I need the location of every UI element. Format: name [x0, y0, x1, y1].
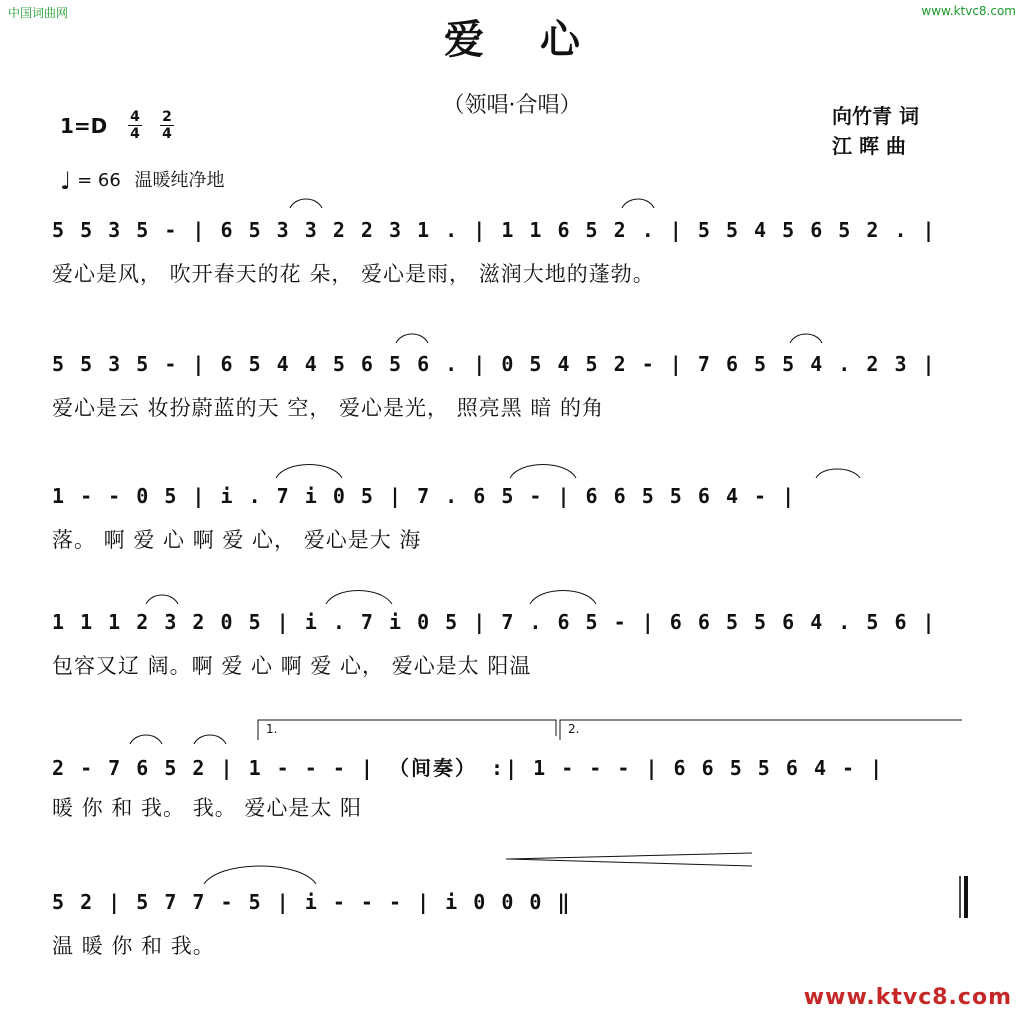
expression-marking: 温暖纯净地 [134, 170, 225, 191]
slur-row-4 [146, 595, 178, 604]
lyrics-row-6: 温 暖 你 和 我。 [52, 934, 215, 958]
quarter-note-icon: ♩ [60, 167, 72, 195]
slur-row-1 [290, 199, 322, 208]
lyrics-row-3: 落。 啊 爱 心 啊 爱 心， 爱心是大 海 [52, 528, 422, 552]
slur-row-5b [194, 735, 226, 744]
lyrics-row-1: 爱心是风， 吹开春天的花 朵， 爱心是雨， 滋润大地的蓬勃。 [52, 262, 655, 286]
lyrics-row-2: 爱心是云 妆扮蔚蓝的天 空， 爱心是光， 照亮黑 暗 的角 [52, 396, 605, 420]
slur-row-4c [530, 591, 596, 605]
time-signature-2-4: 2 4 [160, 110, 174, 141]
notation-row-5: 2 - 7 6 5 2 | 1 - - - | （间奏） :| 1 - - - | 6 6 5 5 6 4 - | [52, 756, 885, 780]
notation-row-3: 1 - - 0 5 | i . 7 i 0 5 | 7 . 6 5 - | 6 6 5 5 6 4 - | [52, 484, 797, 508]
lyrics-row-4: 包容又辽 阔。啊 爱 心 啊 爱 心， 爱心是太 阳温 [52, 654, 532, 678]
slur-row-3b [510, 465, 576, 479]
footer-watermark: www.ktvc8.com [803, 985, 1012, 1010]
slur-row-6 [204, 866, 316, 884]
notation-row-6: 5 2 | 5 7 7 - 5 | i - - - | i 0 0 0 ‖ [52, 890, 572, 914]
slur-row-5 [130, 735, 162, 744]
volta-2-label: 2. [568, 722, 580, 736]
tempo-value: = 66 [77, 170, 121, 191]
volta-2-bracket [560, 720, 962, 740]
slur-row-2 [396, 334, 428, 343]
notation-row-2: 5 5 3 5 - | 6 5 4 4 5 6 5 6 . | 0 5 4 5 2 - | 7 6 5 5 4 . 2 3 | [52, 352, 937, 376]
lyrics-row-5: 暖 你 和 我。 我。 爱心是太 阳 [52, 796, 363, 820]
song-subtitle: （领唱·合唱） [442, 93, 582, 118]
site-name-left: 中国词曲网 [8, 6, 69, 20]
key-signature: 1=D [60, 114, 108, 138]
volta-1-label: 1. [266, 722, 278, 736]
notation-row-4: 1 1 1 2 3 2 0 5 | i . 7 i 0 5 | 7 . 6 5 - | 6 6 5 5 6 4 . 5 6 | [52, 610, 937, 634]
lyricist-credit: 向竹青 词 [832, 104, 919, 128]
notation-row-1: 5 5 3 5 - | 6 5 3 3 2 2 3 1 . | 1 1 6 5 2 . | 5 5 4 5 6 5 2 . | [52, 218, 937, 242]
slur-row-1b [622, 199, 654, 208]
slur-row-3 [276, 465, 342, 479]
slur-row-3c [816, 469, 860, 478]
volta-1-bracket [258, 720, 556, 740]
slur-row-2b [790, 334, 822, 343]
site-url-right: www.ktvc8.com [921, 4, 1016, 18]
time-signature-4-4: 4 4 [128, 110, 142, 141]
slur-row-4b [326, 591, 392, 605]
composer-credit: 江 晖 曲 [832, 134, 906, 158]
crescendo-hairpin [506, 853, 752, 866]
song-title: 爱心 [444, 17, 636, 63]
